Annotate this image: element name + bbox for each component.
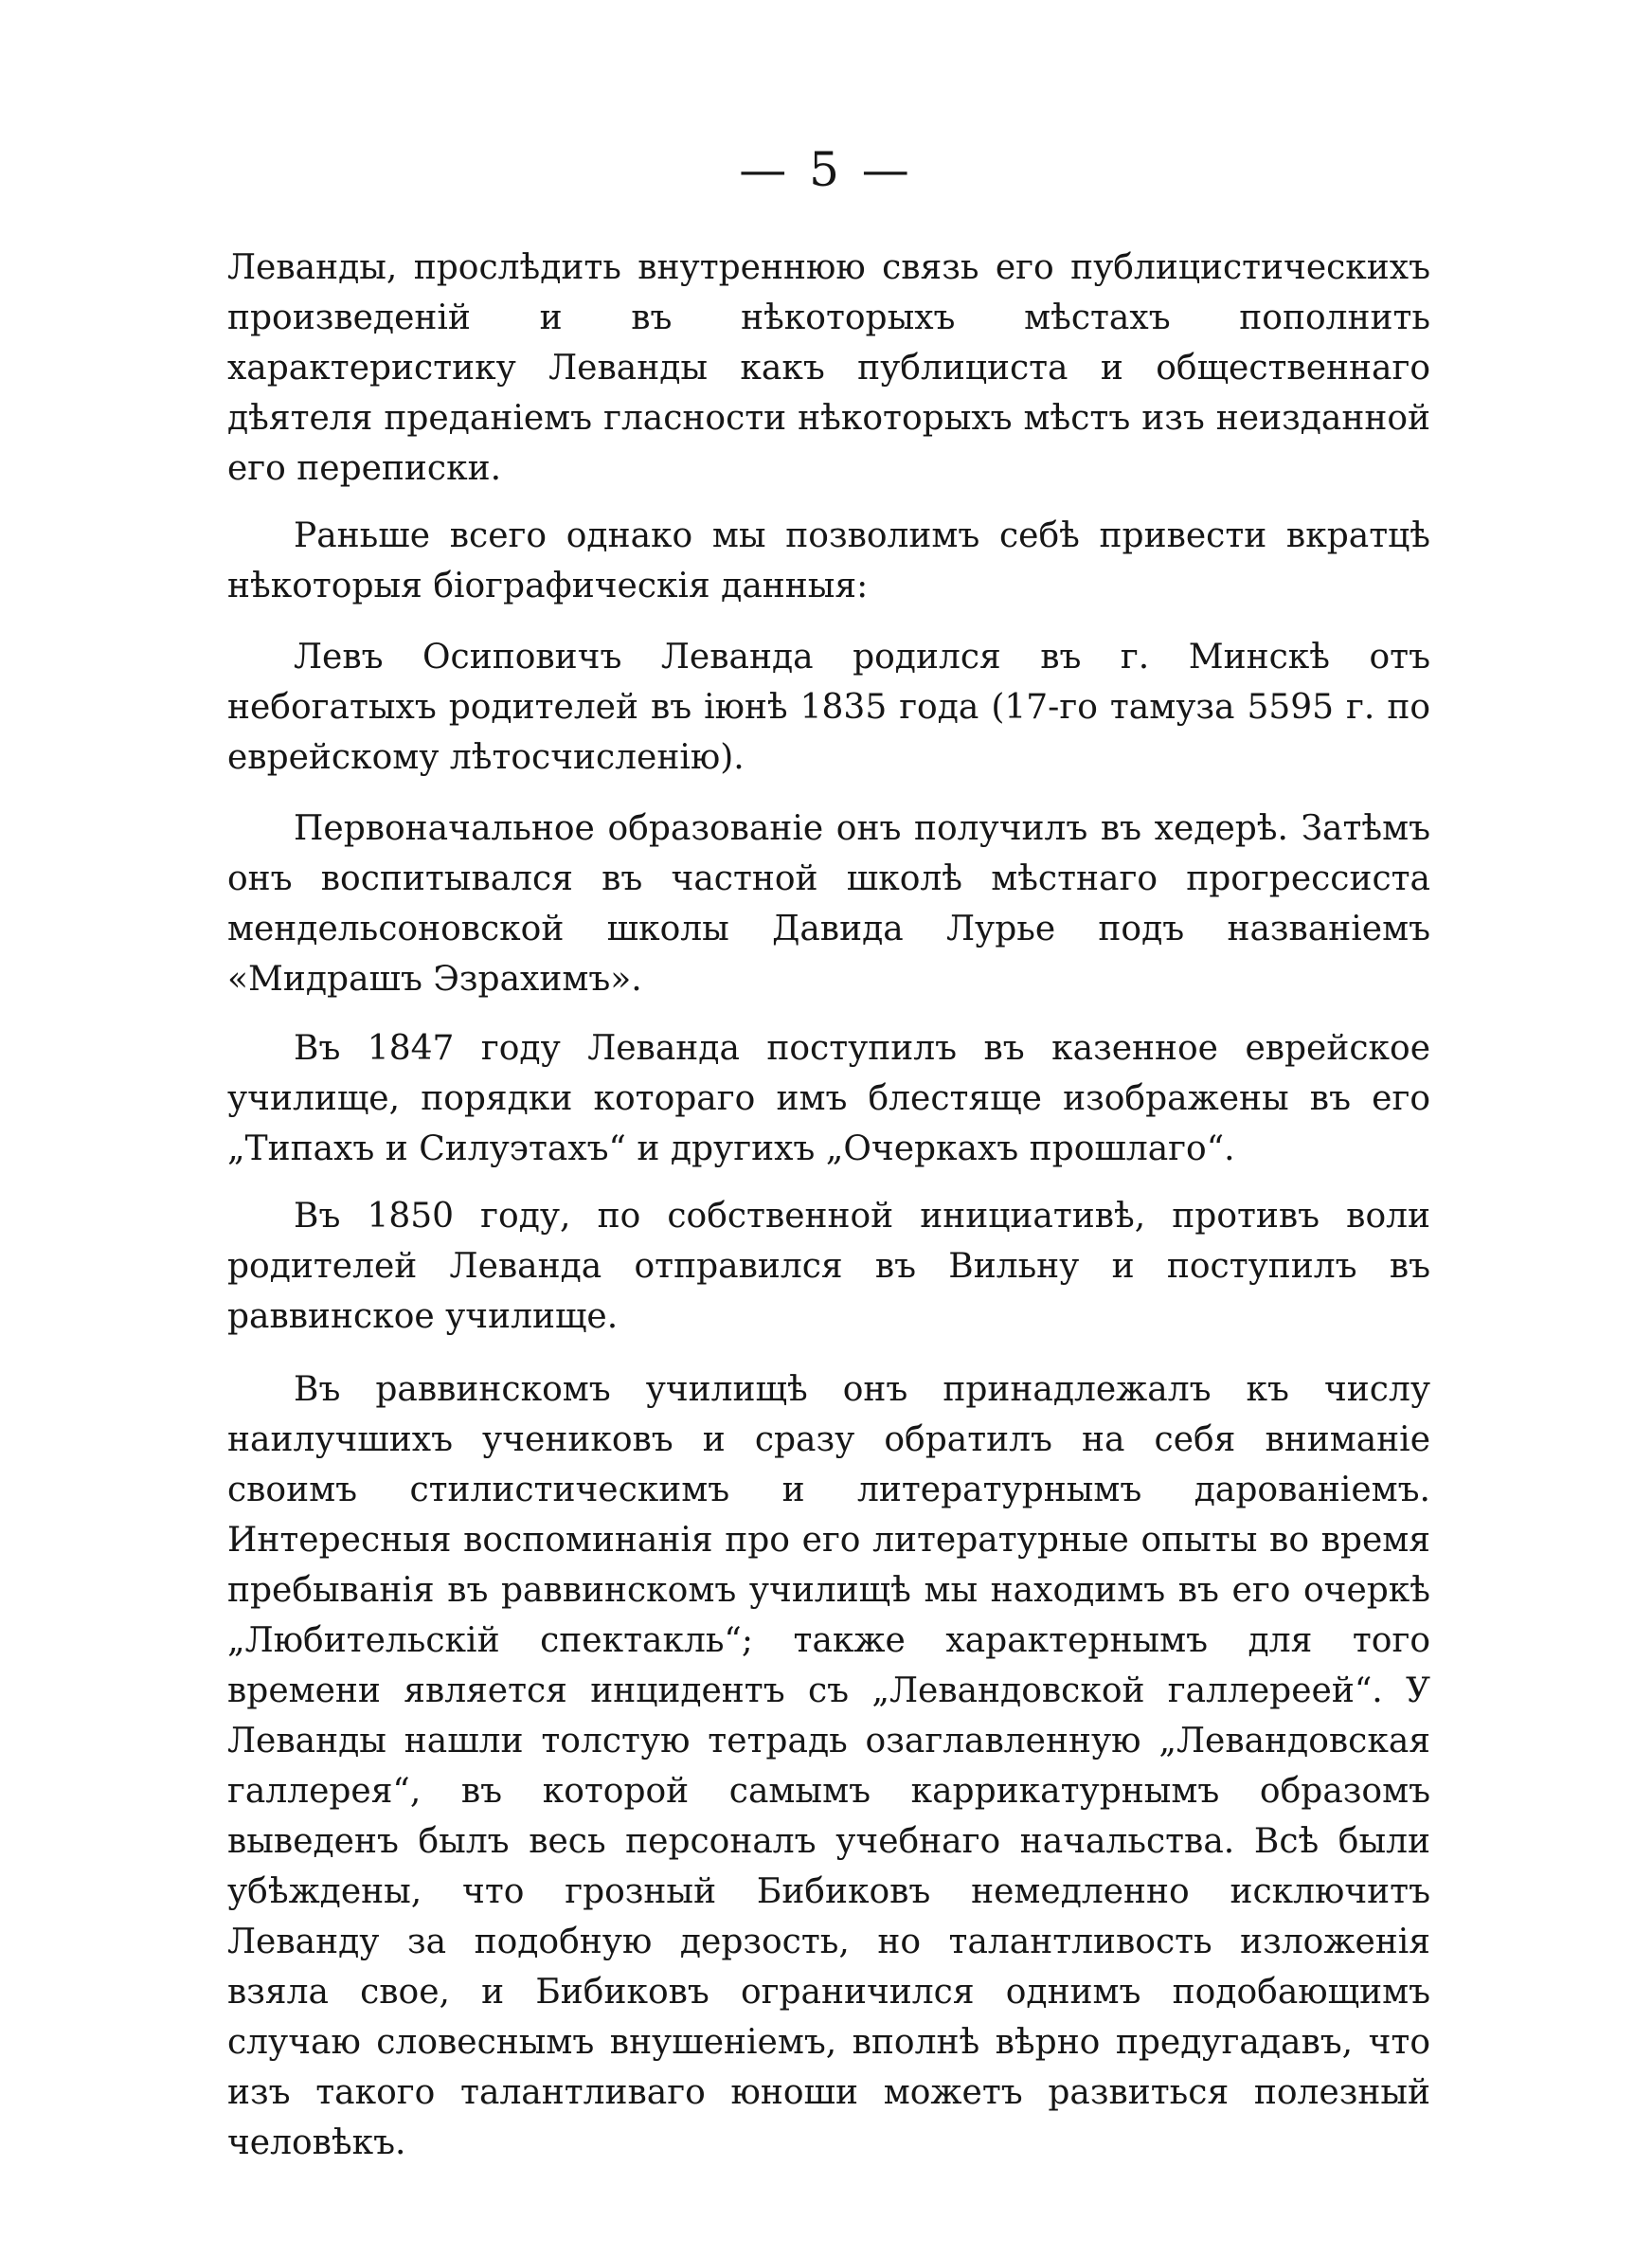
page-number: — 5 —: [739, 142, 913, 197]
paragraph-3: Левъ Осиповичъ Леванда родился въ г. Минскѣ отъ небогатыхъ родителей въ іюнѣ 1835 года (17-го тамуза 5595 г. по еврейскому лѣтосчисленію).: [227, 638, 1430, 777]
paragraph-4: Первоначальное образованіе онъ получилъ въ хедерѣ. Затѣмъ онъ воспитывался въ частной школѣ мѣстнаго прогрессиста мендельсоновской школы Давида Лурье подъ названіемъ «Мидрашъ Эзрахимъ».: [227, 809, 1430, 999]
body-text: [227, 243, 1430, 2168]
paragraph-2: Раньше всего однако мы позволимъ себѣ привести вкратцѣ нѣкоторыя біографическія данныя:: [227, 516, 1430, 605]
paragraph-7: Въ раввинскомъ училищѣ онъ принадлежалъ къ числу наилучшихъ учениковъ и сразу обратилъ на себя вниманіе своимъ стилистическимъ и литературнымъ дарованіемъ. Интересныя воспоминанія про его литературные опыты во время пребыванія въ раввинскомъ училищѣ мы находимъ въ его очеркѣ „Любительскій спектакль“; также характернымъ для того времени является инцидентъ съ „Левандовской галлереей“. У Леванды нашли толстую тетрадь озаглавленную „Левандовская галлерея“, въ которой самымъ каррикатурнымъ образомъ выведенъ былъ весь персоналъ учебнаго начальства. Всѣ были убѣждены, что грозный Бибиковъ немедленно исключитъ Леванду за подобную дерзость, но талантливость изложенія взяла свое, и Бибиковъ ограничился однимъ подобающимъ случаю словеснымъ внушеніемъ, вполнѣ вѣрно предугадавъ, что изъ такого талантливаго юноши можетъ развиться полезный человѣкъ.: [227, 1370, 1430, 2162]
paragraph-5: Въ 1847 году Леванда поступилъ въ казенное еврейское училище, порядки котораго имъ блестяще изображены въ его „Типахъ и Силуэтахъ“ и другихъ „Очеркахъ прошлаго“.: [227, 1029, 1430, 1168]
paragraph-6: Въ 1850 году, по собственной инициативѣ, противъ воли родителей Леванда отправился въ Вильну и поступилъ въ раввинское училище.: [227, 1197, 1430, 1336]
paragraph-1: Леванды, прослѣдить внутреннюю связь его публицистическихъ произведеній и въ нѣкоторыхъ мѣстахъ пополнить характеристику Леванды какъ публициста и общественнаго дѣятеля преданіемъ гласности нѣкоторыхъ мѣстъ изъ неизданной его переписки.: [227, 248, 1430, 488]
